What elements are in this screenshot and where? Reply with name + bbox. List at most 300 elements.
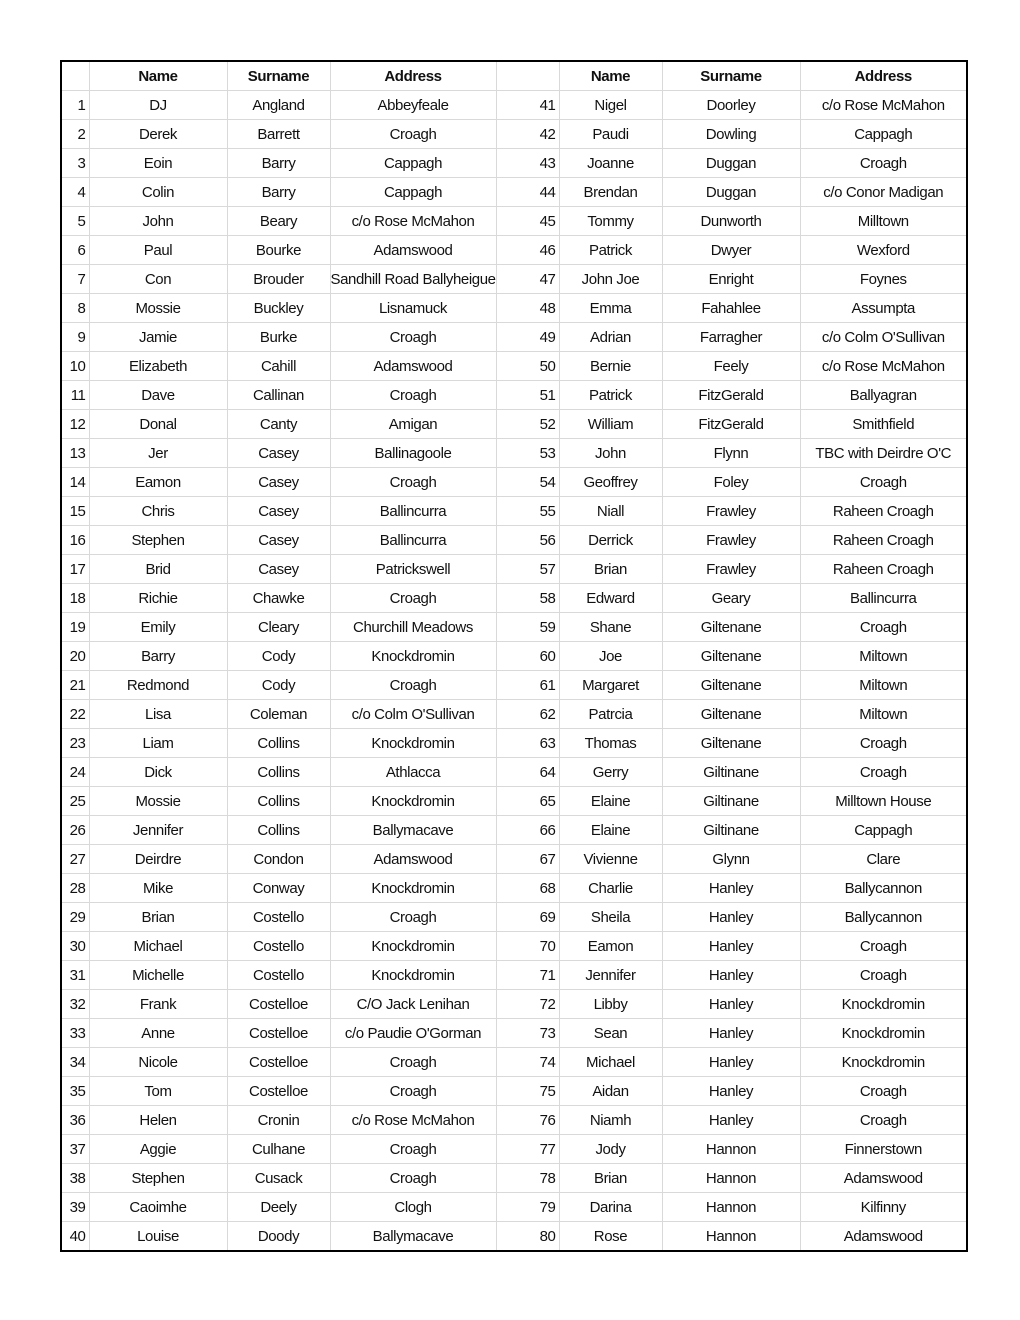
- first-name-cell: Libby: [559, 990, 662, 1019]
- table-row: [61, 874, 967, 903]
- table-row: [61, 207, 967, 236]
- surname-cell: Giltenane: [662, 700, 800, 729]
- row-number-cell: 5: [61, 207, 89, 236]
- address-cell: Foynes: [800, 265, 967, 294]
- address-cell: Miltown: [800, 671, 967, 700]
- address-cell: Croagh: [330, 468, 496, 497]
- table-row: [61, 932, 967, 961]
- address-cell: Ballymacave: [330, 1222, 496, 1252]
- address-cell: Wexford: [800, 236, 967, 265]
- address-cell: Sandhill Road Ballyheigue: [330, 265, 496, 294]
- table-row: [61, 323, 967, 352]
- address-cell: c/o Rose McMahon: [330, 207, 496, 236]
- first-name-cell: Brendan: [559, 178, 662, 207]
- row-number-cell: 24: [61, 758, 89, 787]
- first-name-cell: Michael: [89, 932, 227, 961]
- surname-cell: Buckley: [227, 294, 330, 323]
- surname-cell: Hanley: [662, 932, 800, 961]
- row-number-cell: 8: [61, 294, 89, 323]
- surname-cell: Giltenane: [662, 613, 800, 642]
- first-name-cell: Sean: [559, 1019, 662, 1048]
- address-cell: Miltown: [800, 700, 967, 729]
- address-cell: Ballyagran: [800, 381, 967, 410]
- table-row: [61, 236, 967, 265]
- first-name-cell: Brian: [559, 555, 662, 584]
- first-name-cell: Thomas: [559, 729, 662, 758]
- address-cell: Croagh: [800, 729, 967, 758]
- address-cell: Ballymacave: [330, 816, 496, 845]
- row-number-cell: 7: [61, 265, 89, 294]
- first-name-cell: Dave: [89, 381, 227, 410]
- surname-cell: Costello: [227, 961, 330, 990]
- address-cell: Knockdromin: [330, 729, 496, 758]
- table-row: [61, 410, 967, 439]
- surname-cell: Glynn: [662, 845, 800, 874]
- surname-cell: Cronin: [227, 1106, 330, 1135]
- surname-cell: Hannon: [662, 1193, 800, 1222]
- surname-cell: Dwyer: [662, 236, 800, 265]
- row-number-cell: 14: [61, 468, 89, 497]
- surname-cell: Hanley: [662, 1048, 800, 1077]
- table-row: [61, 816, 967, 845]
- first-name-cell: Brid: [89, 555, 227, 584]
- row-number-cell: 72: [496, 990, 559, 1019]
- table-row: [61, 758, 967, 787]
- surname-cell: Beary: [227, 207, 330, 236]
- address-cell: Ballincurra: [330, 497, 496, 526]
- row-number-cell: 44: [496, 178, 559, 207]
- row-number-cell: 50: [496, 352, 559, 381]
- header-surname-right: Surname: [662, 61, 800, 91]
- row-number-cell: 23: [61, 729, 89, 758]
- surname-cell: Casey: [227, 497, 330, 526]
- row-number-cell: 18: [61, 584, 89, 613]
- address-cell: Athlacca: [330, 758, 496, 787]
- table-row: [61, 120, 967, 149]
- surname-cell: Chawke: [227, 584, 330, 613]
- row-number-cell: 51: [496, 381, 559, 410]
- row-number-cell: 65: [496, 787, 559, 816]
- first-name-cell: Elizabeth: [89, 352, 227, 381]
- row-number-cell: 73: [496, 1019, 559, 1048]
- table-row: [61, 1164, 967, 1193]
- address-cell: Knockdromin: [330, 787, 496, 816]
- first-name-cell: Caoimhe: [89, 1193, 227, 1222]
- surname-cell: Collins: [227, 787, 330, 816]
- table-row: [61, 700, 967, 729]
- row-number-cell: 4: [61, 178, 89, 207]
- row-number-cell: 48: [496, 294, 559, 323]
- address-cell: Clogh: [330, 1193, 496, 1222]
- row-number-cell: 42: [496, 120, 559, 149]
- first-name-cell: Stephen: [89, 1164, 227, 1193]
- address-cell: Ballycannon: [800, 874, 967, 903]
- row-number-cell: 39: [61, 1193, 89, 1222]
- surname-cell: Deely: [227, 1193, 330, 1222]
- address-cell: Cappagh: [330, 149, 496, 178]
- row-number-cell: 9: [61, 323, 89, 352]
- table-row: [61, 1106, 967, 1135]
- surname-cell: Duggan: [662, 149, 800, 178]
- first-name-cell: Eamon: [89, 468, 227, 497]
- row-number-cell: 52: [496, 410, 559, 439]
- row-number-cell: 34: [61, 1048, 89, 1077]
- surname-cell: Casey: [227, 468, 330, 497]
- first-name-cell: Mossie: [89, 294, 227, 323]
- first-name-cell: Elaine: [559, 787, 662, 816]
- first-name-cell: Jennifer: [89, 816, 227, 845]
- surname-cell: Barrett: [227, 120, 330, 149]
- surname-cell: Feely: [662, 352, 800, 381]
- table-row: [61, 497, 967, 526]
- address-cell: Raheen Croagh: [800, 555, 967, 584]
- first-name-cell: Bernie: [559, 352, 662, 381]
- row-number-cell: 58: [496, 584, 559, 613]
- table-row: [61, 903, 967, 932]
- address-cell: Raheen Croagh: [800, 497, 967, 526]
- first-name-cell: Elaine: [559, 816, 662, 845]
- first-name-cell: Derrick: [559, 526, 662, 555]
- table-row: [61, 294, 967, 323]
- header-address-right: Address: [800, 61, 967, 91]
- first-name-cell: Richie: [89, 584, 227, 613]
- surname-cell: Giltinane: [662, 816, 800, 845]
- table-row: [61, 1222, 967, 1252]
- first-name-cell: Vivienne: [559, 845, 662, 874]
- address-cell: Miltown: [800, 642, 967, 671]
- first-name-cell: Charlie: [559, 874, 662, 903]
- first-name-cell: Chris: [89, 497, 227, 526]
- row-number-cell: 29: [61, 903, 89, 932]
- first-name-cell: Mike: [89, 874, 227, 903]
- first-name-cell: Sheila: [559, 903, 662, 932]
- first-name-cell: Eamon: [559, 932, 662, 961]
- surname-cell: Giltinane: [662, 787, 800, 816]
- first-name-cell: Derek: [89, 120, 227, 149]
- table-row: [61, 468, 967, 497]
- address-cell: Kilfinny: [800, 1193, 967, 1222]
- first-name-cell: Aggie: [89, 1135, 227, 1164]
- row-number-cell: 15: [61, 497, 89, 526]
- first-name-cell: Jody: [559, 1135, 662, 1164]
- address-cell: Milltown House: [800, 787, 967, 816]
- row-number-cell: 70: [496, 932, 559, 961]
- first-name-cell: William: [559, 410, 662, 439]
- first-name-cell: Joe: [559, 642, 662, 671]
- surname-cell: Hanley: [662, 1106, 800, 1135]
- first-name-cell: Emma: [559, 294, 662, 323]
- surname-cell: Flynn: [662, 439, 800, 468]
- first-name-cell: Jamie: [89, 323, 227, 352]
- first-name-cell: Jer: [89, 439, 227, 468]
- first-name-cell: Patrick: [559, 236, 662, 265]
- first-name-cell: John Joe: [559, 265, 662, 294]
- table-row: [61, 381, 967, 410]
- row-number-cell: 3: [61, 149, 89, 178]
- surname-cell: Hanley: [662, 903, 800, 932]
- surname-cell: Cleary: [227, 613, 330, 642]
- row-number-cell: 40: [69, 1227, 86, 1245]
- surname-cell: Cody: [227, 642, 330, 671]
- row-number-cell: 1: [61, 91, 89, 120]
- first-name-cell: Patrcia: [559, 700, 662, 729]
- first-name-cell: John: [559, 439, 662, 468]
- surname-cell: Brouder: [227, 265, 330, 294]
- surname-cell: Frawley: [662, 555, 800, 584]
- address-cell: Croagh: [330, 381, 496, 410]
- surname-cell: Casey: [227, 526, 330, 555]
- first-name-cell: Frank: [89, 990, 227, 1019]
- row-number-cell: 17: [61, 555, 89, 584]
- surname-cell: Hanley: [662, 1077, 800, 1106]
- address-cell: Adamswood: [330, 845, 496, 874]
- address-cell: Adamswood: [800, 1164, 967, 1193]
- row-number-cell: 56: [496, 526, 559, 555]
- first-name-cell: Nigel: [559, 91, 662, 120]
- address-cell: Ballycannon: [800, 903, 967, 932]
- first-name-cell: Paul: [89, 236, 227, 265]
- address-cell: Smithfield: [800, 410, 967, 439]
- surname-cell: Coleman: [227, 700, 330, 729]
- row-number-cell: 66: [496, 816, 559, 845]
- first-name-cell: Emily: [89, 613, 227, 642]
- surname-cell: Giltinane: [662, 758, 800, 787]
- address-cell: Croagh: [330, 1077, 496, 1106]
- surname-cell: Hannon: [662, 1164, 800, 1193]
- row-number-cell: 36: [61, 1106, 89, 1135]
- address-cell: Croagh: [800, 1106, 967, 1135]
- row-number-cell: 67: [496, 845, 559, 874]
- address-cell: c/o Conor Madigan: [800, 178, 967, 207]
- surname-cell: Costelloe: [227, 1048, 330, 1077]
- address-cell: Knockdromin: [800, 990, 967, 1019]
- first-name-cell: Patrick: [559, 381, 662, 410]
- address-cell: c/o Colm O'Sullivan: [800, 323, 967, 352]
- surname-cell: Enright: [662, 265, 800, 294]
- address-cell: Croagh: [800, 758, 967, 787]
- row-number-cell: 41: [496, 91, 559, 120]
- address-cell: Adamswood: [330, 236, 496, 265]
- surname-cell: Hannon: [662, 1135, 800, 1164]
- row-number-cell: 22: [61, 700, 89, 729]
- row-number-cell: 79: [496, 1193, 559, 1222]
- first-name-cell: Colin: [89, 178, 227, 207]
- first-name-cell: Adrian: [559, 323, 662, 352]
- header-name-left: Name: [89, 61, 227, 91]
- contact-list-table: [60, 60, 968, 1252]
- row-number-cell: 53: [496, 439, 559, 468]
- surname-cell: Duggan: [662, 178, 800, 207]
- surname-cell: Frawley: [662, 526, 800, 555]
- surname-cell: Angland: [227, 91, 330, 120]
- address-cell: Clare: [800, 845, 967, 874]
- surname-cell: Frawley: [662, 497, 800, 526]
- first-name-cell: Brian: [559, 1164, 662, 1193]
- table-row: [61, 1193, 967, 1222]
- row-number-cell: 16: [61, 526, 89, 555]
- address-cell: Croagh: [330, 671, 496, 700]
- first-name-cell: Michelle: [89, 961, 227, 990]
- row-number-cell: 74: [496, 1048, 559, 1077]
- row-number-cell: 26: [61, 816, 89, 845]
- row-number-cell: 64: [496, 758, 559, 787]
- table-row: [61, 787, 967, 816]
- address-cell: Knockdromin: [330, 642, 496, 671]
- table-row: [61, 555, 967, 584]
- surname-cell: Hanley: [662, 874, 800, 903]
- address-cell: Churchill Meadows: [330, 613, 496, 642]
- table-row: [61, 439, 967, 468]
- address-cell: Adamswood: [800, 1222, 967, 1252]
- first-name-cell: Louise: [89, 1222, 227, 1252]
- table-row: [61, 642, 967, 671]
- row-number-cell: 76: [496, 1106, 559, 1135]
- row-number-cell: 19: [61, 613, 89, 642]
- table-row: [61, 149, 967, 178]
- row-number-cell: 6: [61, 236, 89, 265]
- address-cell: Knockdromin: [800, 1019, 967, 1048]
- row-number-cell: 60: [496, 642, 559, 671]
- address-cell: Knockdromin: [800, 1048, 967, 1077]
- first-name-cell: Tom: [89, 1077, 227, 1106]
- surname-cell: Barry: [227, 149, 330, 178]
- first-name-cell: Lisa: [89, 700, 227, 729]
- surname-cell: Collins: [227, 729, 330, 758]
- first-name-cell: Edward: [559, 584, 662, 613]
- address-cell: Croagh: [330, 1048, 496, 1077]
- row-number-cell: 21: [61, 671, 89, 700]
- row-number-cell: 13: [61, 439, 89, 468]
- surname-cell: Farragher: [662, 323, 800, 352]
- surname-cell: FitzGerald: [662, 381, 800, 410]
- address-cell: Cappagh: [330, 178, 496, 207]
- table-row: [61, 265, 967, 294]
- surname-cell: Hannon: [662, 1222, 800, 1252]
- table-row: [61, 1135, 967, 1164]
- first-name-cell: Liam: [89, 729, 227, 758]
- row-number-cell: 11: [61, 381, 89, 410]
- surname-cell: Conway: [227, 874, 330, 903]
- surname-cell: Casey: [227, 555, 330, 584]
- table-row: [61, 178, 967, 207]
- address-cell: Ballincurra: [800, 584, 967, 613]
- address-cell: Croagh: [330, 1164, 496, 1193]
- first-name-cell: Joanne: [559, 149, 662, 178]
- row-number-cell: 30: [61, 932, 89, 961]
- surname-cell: Dowling: [662, 120, 800, 149]
- row-number-cell: 2: [61, 120, 89, 149]
- first-name-cell: Rose: [559, 1222, 662, 1252]
- table-row: [61, 1077, 967, 1106]
- row-number-cell: 63: [496, 729, 559, 758]
- first-name-cell: Paudi: [559, 120, 662, 149]
- row-number-cell: 54: [496, 468, 559, 497]
- row-number-cell: 31: [61, 961, 89, 990]
- first-name-cell: Redmond: [89, 671, 227, 700]
- first-name-cell: Shane: [559, 613, 662, 642]
- row-number-cell: 12: [61, 410, 89, 439]
- first-name-cell: Darina: [559, 1193, 662, 1222]
- first-name-cell: Geoffrey: [559, 468, 662, 497]
- surname-cell: Costello: [227, 903, 330, 932]
- address-cell: c/o Rose McMahon: [800, 91, 967, 120]
- surname-cell: Collins: [227, 758, 330, 787]
- address-cell: Cappagh: [800, 816, 967, 845]
- first-name-cell: Nicole: [89, 1048, 227, 1077]
- surname-cell: Costelloe: [227, 1077, 330, 1106]
- address-cell: Croagh: [800, 932, 967, 961]
- row-number-cell: 77: [496, 1135, 559, 1164]
- surname-cell: Giltenane: [662, 671, 800, 700]
- table-row: [61, 91, 967, 120]
- table-row: [61, 1048, 967, 1077]
- row-number-cell: 71: [496, 961, 559, 990]
- table-row: [61, 845, 967, 874]
- table-row: [61, 671, 967, 700]
- surname-cell: Costelloe: [227, 1019, 330, 1048]
- first-name-cell: Dick: [89, 758, 227, 787]
- row-number-cell: 80: [496, 1222, 559, 1252]
- header-index-left: [61, 61, 89, 91]
- address-cell: Croagh: [330, 1135, 496, 1164]
- table-row: [61, 990, 967, 1019]
- address-cell: Croagh: [330, 903, 496, 932]
- row-number-cell: 78: [496, 1164, 559, 1193]
- address-cell: c/o Paudie O'Gorman: [330, 1019, 496, 1048]
- row-number-cell: 32: [61, 990, 89, 1019]
- surname-cell: Hanley: [662, 990, 800, 1019]
- row-number-cell: 55: [496, 497, 559, 526]
- row-number-cell: 38: [61, 1164, 89, 1193]
- row-number-cell: 43: [496, 149, 559, 178]
- row-number-cell: 27: [61, 845, 89, 874]
- header-index-right: [496, 61, 559, 91]
- surname-cell: Doorley: [662, 91, 800, 120]
- table-row: [61, 584, 967, 613]
- row-number-cell: 61: [496, 671, 559, 700]
- row-number-cell: 69: [496, 903, 559, 932]
- address-cell: Croagh: [330, 323, 496, 352]
- surname-cell: Cody: [227, 671, 330, 700]
- table-row: [61, 352, 967, 381]
- address-cell: Adamswood: [330, 352, 496, 381]
- table-row: [61, 526, 967, 555]
- table-row: [61, 613, 967, 642]
- surname-cell: Condon: [227, 845, 330, 874]
- address-cell: Cappagh: [800, 120, 967, 149]
- surname-cell: Bourke: [227, 236, 330, 265]
- row-number-cell: 75: [496, 1077, 559, 1106]
- row-number-cell: 47: [496, 265, 559, 294]
- surname-cell: Giltenane: [662, 642, 800, 671]
- surname-cell: Costelloe: [227, 990, 330, 1019]
- first-name-cell: Donal: [89, 410, 227, 439]
- address-cell: Ballinagoole: [330, 439, 496, 468]
- first-name-cell: Stephen: [89, 526, 227, 555]
- address-cell: Croagh: [330, 584, 496, 613]
- first-name-cell: Margaret: [559, 671, 662, 700]
- header-name-right: Name: [559, 61, 662, 91]
- header-address-left: Address: [330, 61, 496, 91]
- row-number-cell: 37: [61, 1135, 89, 1164]
- surname-cell: Canty: [227, 410, 330, 439]
- first-name-cell: Helen: [89, 1106, 227, 1135]
- address-cell: Croagh: [800, 1077, 967, 1106]
- first-name-cell: Mossie: [89, 787, 227, 816]
- first-name-cell: Jennifer: [559, 961, 662, 990]
- surname-cell: Cahill: [227, 352, 330, 381]
- row-number-cell: 35: [61, 1077, 89, 1106]
